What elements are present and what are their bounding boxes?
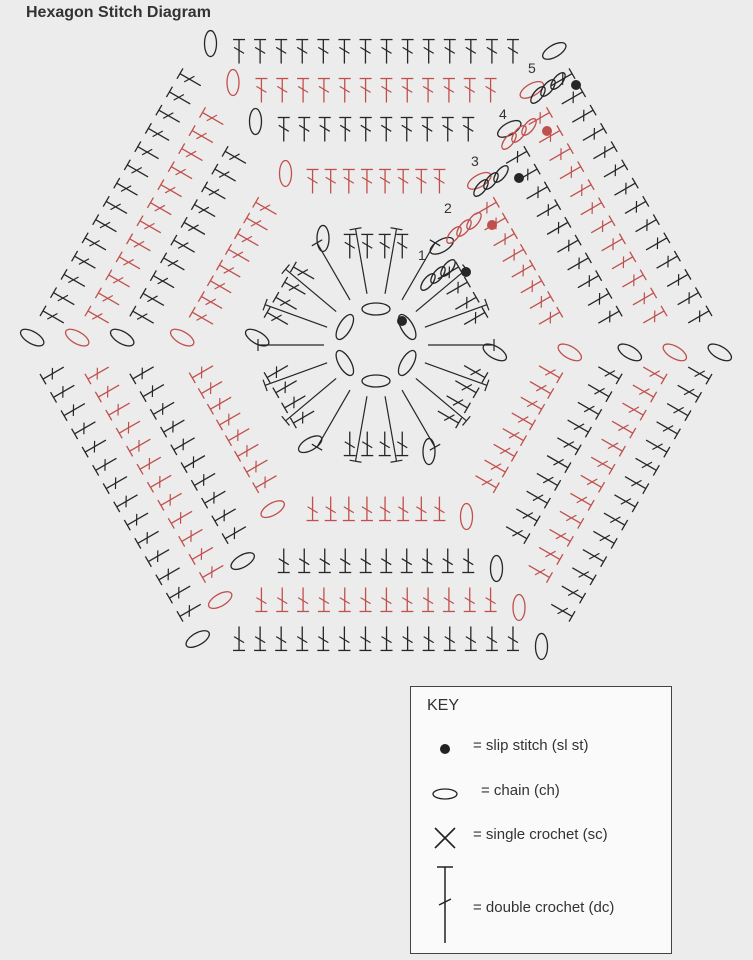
single-crochet-icon [425, 818, 465, 858]
key-label-chain: = chain (ch) [481, 782, 560, 799]
key-legend [410, 686, 672, 954]
round-2 [168, 160, 584, 529]
round-number-5: 5 [528, 60, 536, 76]
slip-stitch-round-4 [542, 126, 552, 136]
double-crochet-icon [425, 859, 465, 949]
round-number-4: 4 [499, 106, 507, 122]
slip-stitch-round-2 [487, 220, 497, 230]
slip-stitch-center [397, 316, 407, 326]
round-3 [108, 109, 644, 582]
chain-icon [425, 774, 465, 814]
slip-stitch-round-5 [571, 80, 581, 90]
round-number-3: 3 [471, 153, 479, 169]
round-number-1: 1 [418, 247, 426, 263]
slip-stitch-round-1 [461, 267, 471, 277]
slip-stitch-round-3 [514, 173, 524, 183]
key-label-double-crochet: = double crochet (dc) [473, 899, 615, 916]
diagram-title: Hexagon Stitch Diagram [26, 4, 211, 21]
center-ring [258, 228, 494, 462]
round-joins [397, 60, 581, 326]
key-label-slip-stitch: = slip stitch (sl st) [473, 737, 589, 754]
round-4 [63, 70, 689, 621]
key-title: KEY [427, 697, 460, 714]
round-number-2: 2 [444, 200, 452, 216]
slip-stitch-icon [425, 729, 465, 769]
key-label-single-crochet: = single crochet (sc) [473, 826, 608, 843]
